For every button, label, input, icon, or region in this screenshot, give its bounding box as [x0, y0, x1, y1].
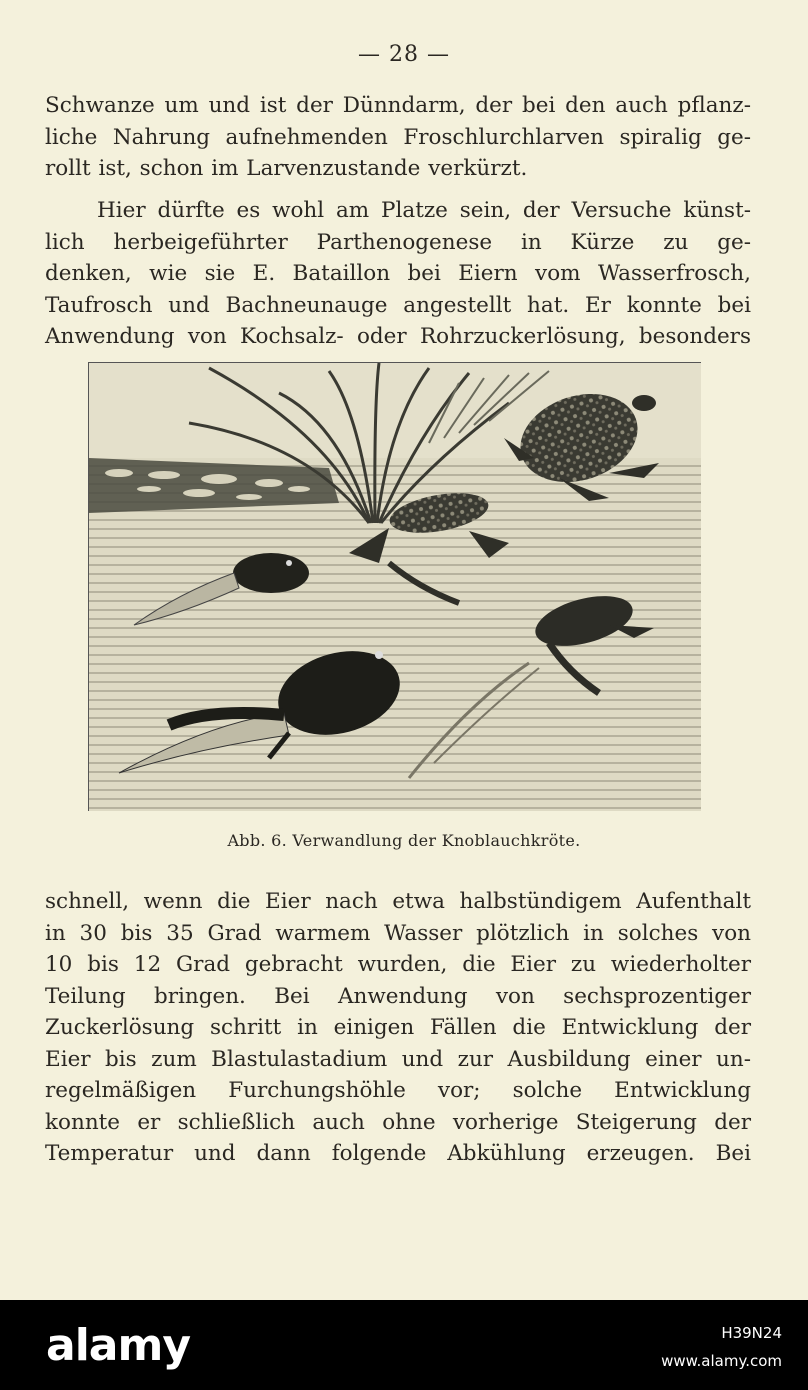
text-line: Schwanze um und ist der Dünndarm, der bei den auch pflanz-: [45, 93, 751, 118]
image-id: H39N24: [721, 1324, 782, 1342]
text-line: Zuckerlösung schritt in einigen Fällen die Entwicklung der: [45, 1015, 751, 1040]
text-line: Hier dürfte es wohl am Platze sein, der Versuche künst-: [97, 198, 751, 223]
text-line: in 30 bis 35 Grad warmem Wasser plötzlich in solches von: [45, 920, 751, 946]
text-line: denken, wie sie E. Bataillon bei Eiern vom Wasserfrosch,: [45, 261, 751, 286]
paragraph-3: [45, 886, 751, 1170]
text-line: Taufrosch und Bachneunauge angestellt hat. Er konnte bei: [45, 292, 751, 318]
text-line: rollt ist, schon im Larvenzustande verkürzt.: [45, 156, 528, 181]
figure-toad-metamorphosis: [88, 362, 701, 811]
text-line: schnell, wenn die Eier nach etwa halbstündigem Aufenthalt: [45, 889, 751, 914]
text-line: regelmäßigen Furchungshöhle vor; solche Entwicklung: [45, 1078, 751, 1103]
text-line: Anwendung von Kochsalz- oder Rohrzuckerlösung, besonders: [45, 324, 751, 349]
text-line: Eier bis zum Blastulastadium und zur Ausbildung einer un-: [45, 1046, 751, 1072]
text-line: konnte er schließlich auch ohne vorherige Steigerung der: [45, 1109, 751, 1135]
text-line: Temperatur und dann folgende Abkühlung erzeugen. Bei: [45, 1141, 751, 1166]
illustration: [89, 363, 701, 811]
stock-footer: [0, 1300, 808, 1390]
text-line: liche Nahrung aufnehmenden Froschlurchlarven spiralig ge-: [45, 124, 751, 150]
page-number: — 28 —: [358, 42, 450, 67]
paragraph-1: [45, 90, 751, 185]
brand-logo[interactable]: alamy: [46, 1320, 190, 1371]
text-line: 10 bis 12 Grad gebracht wurden, die Eier zu wiederholter: [45, 952, 751, 977]
site-url[interactable]: www.alamy.com: [661, 1352, 782, 1370]
text-line: lich herbeigeführter Parthenogenese in Kürze zu ge-: [45, 229, 751, 255]
text-line: Teilung bringen. Bei Anwendung von sechsprozentiger: [45, 983, 751, 1009]
figure-caption: Abb. 6. Verwandlung der Knoblauchkröte.: [227, 831, 581, 850]
paragraph-2: [45, 195, 751, 353]
